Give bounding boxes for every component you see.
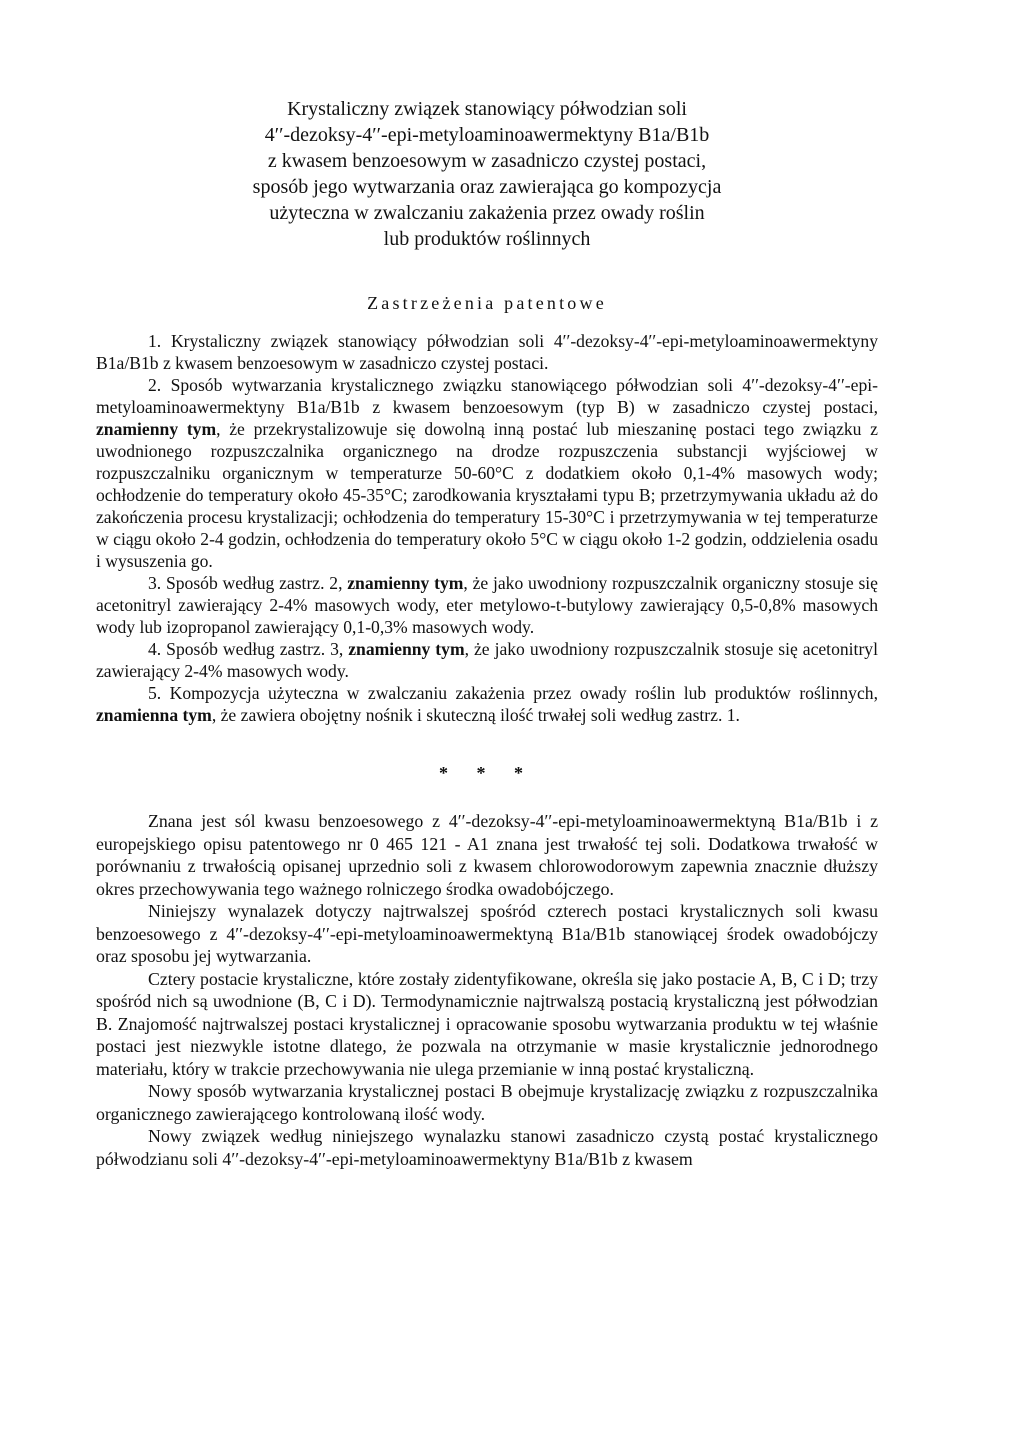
claim-text: , że jako uwodniony rozpuszczalnik stosuje się acetonitryl zawierający 2-4% masowych wody. (96, 639, 878, 681)
title-line: Krystaliczny związek stanowiący półwodzian soli (287, 98, 687, 120)
claim-text: 4. Sposób według zastrz. 3, (148, 639, 349, 659)
claim-4 (96, 638, 878, 682)
claim-text: , że zawiera obojętny nośnik i skuteczną ilość trwałej soli według zastrz. 1. (211, 705, 740, 725)
claims-list (96, 330, 878, 726)
title-line: użyteczna w zwalczaniu zakażenia przez owady roślin (269, 202, 705, 224)
title-line: 4′′-dezoksy-4′′-epi-metyloaminoawermektyny B1a/B1b (264, 124, 710, 146)
description-paragraph: Nowy sposób wytwarzania krystalicznej postaci B obejmuje krystalizację związku z rozpuszczalnika organicznego zawierającego kontrolowaną ilość wody. (96, 1081, 878, 1124)
claim-5 (96, 682, 878, 726)
claim-text: , że przekrystalizowuje się dowolną inną postać lub mieszaninę postaci tego związku z uwodnionego rozpuszczalnika organicznego na drodze rozpuszczenia substancji wyjściowej w rozpuszczalniku organicznym w temperaturze 50-60°C z dodatkiem około 0,1-4% masowych wody; ochłodzenie do temperatury około 45-35°C; zarodkowania kryształami typu B; przetrzymywania układu aż do zakończenia procesu krystalizacji; ochłodzenia do temperatury 15-30°C i przetrzymywania w tej temperaturze w ciągu około 2-4 godzin, ochłodzenia do temperatury około 5°C w ciągu około 1-2 godzin, oddzielenia osadu i wysuszenia go. (96, 419, 878, 571)
claim-text: 3. Sposób według zastrz. 2, (148, 573, 348, 593)
claim-keyword: znamienny tym (96, 419, 217, 439)
claim-text: 1. Krystaliczny związek stanowiący półwodzian soli 4′′-dezoksy-4′′-epi-metyloaminoawermektyny B1a/B1b z kwasem benzoesowym w zasadniczo czystej postaci. (96, 331, 878, 373)
claims-heading: Zastrzeżenia patentowe (367, 293, 607, 313)
claim-keyword: znamienny tym (348, 639, 465, 659)
title-line: lub produktów roślinnych (383, 228, 591, 250)
description-paragraph: Niniejszy wynalazek dotyczy najtrwalszej spośród czterech postaci krystalicznych soli kwasu benzoesowego z 4′′-dezoksy-4′′-epi-metyloaminoawermektyną B1a/B1b stanowiącej środek owadobójczy oraz sposobu jej wytwarzania. (96, 901, 878, 966)
claim-text: 5. Kompozycja użyteczna w zwalczaniu zakażenia przez owady roślin lub produktów roślinnych, (148, 683, 878, 703)
claim-1 (96, 330, 878, 374)
claim-keyword: znamienny tym (347, 573, 464, 593)
title-line: z kwasem benzoesowym w zasadniczo czystej postaci, (267, 150, 707, 172)
title-line: sposób jego wytwarzania oraz zawierająca go kompozycja (252, 176, 722, 198)
description-paragraph: Cztery postacie krystaliczne, które zostały zidentyfikowane, określa się jako postacie A, B, C i D; trzy spośród nich są uwodnione (B, C i D). Termodynamicznie najtrwalszą postacią krystaliczną jest półwodzian B. Znajomość najtrwalszej postaci krystalicznej i opracowanie sposobu wytwarzania produktu w tej właśnie postaci jest niezwykle istotne dlatego, że pozwala na otrzymanie w masie krystalicznie jednorodnego materiału, który w trakcie przechowywania nie ulega przemianie w inną postać krystaliczną. (96, 968, 878, 1079)
claim-text: 2. Sposób wytwarzania krystalicznego związku stanowiącego półwodzian soli 4′′-dezoksy-4′′-epi-metyloaminoawermektyny B1a/B1b z kwasem benzoesowym (typ B) w zasadniczo czystej postaci, (96, 375, 878, 417)
claim-2 (96, 374, 878, 572)
description (96, 810, 878, 1170)
patent-page (96, 96, 878, 1170)
document-title (96, 96, 878, 252)
claim-text: , że jako uwodniony rozpuszczalnik organiczny stosuje się acetonitryl zawierający 2-4% masowych wody, eter metylowo-t-butylowy zawierający 0,5-0,8% masowych wody lub izopropanol zawierający 0,1-0,3% masowych wody. (96, 573, 878, 637)
description-paragraph: Nowy związek według niniejszego wynalazku stanowi zasadniczo czystą postać krystalicznego półwodzianu soli 4′′-dezoksy-4′′-epi-metyloaminoawermektyny B1a/B1b z kwasem (96, 1126, 878, 1169)
section-separator: * * * (439, 763, 535, 783)
claim-3 (96, 572, 878, 638)
claim-keyword: znamienna tym (96, 705, 212, 725)
description-paragraph: Znana jest sól kwasu benzoesowego z 4′′-dezoksy-4′′-epi-metyloaminoawermektyną B1a/B1b i z europejskiego opisu patentowego nr 0 465 121 - A1 znana jest trwałość tej soli. Dodatkowa trwałość w porównaniu z trwałością opisanej uprzednio soli z kwasem chlorowodorowym zapewnia znacznie dłuższy okres przechowywania tego ważnego rolniczego środka owadobójczego. (96, 811, 878, 899)
